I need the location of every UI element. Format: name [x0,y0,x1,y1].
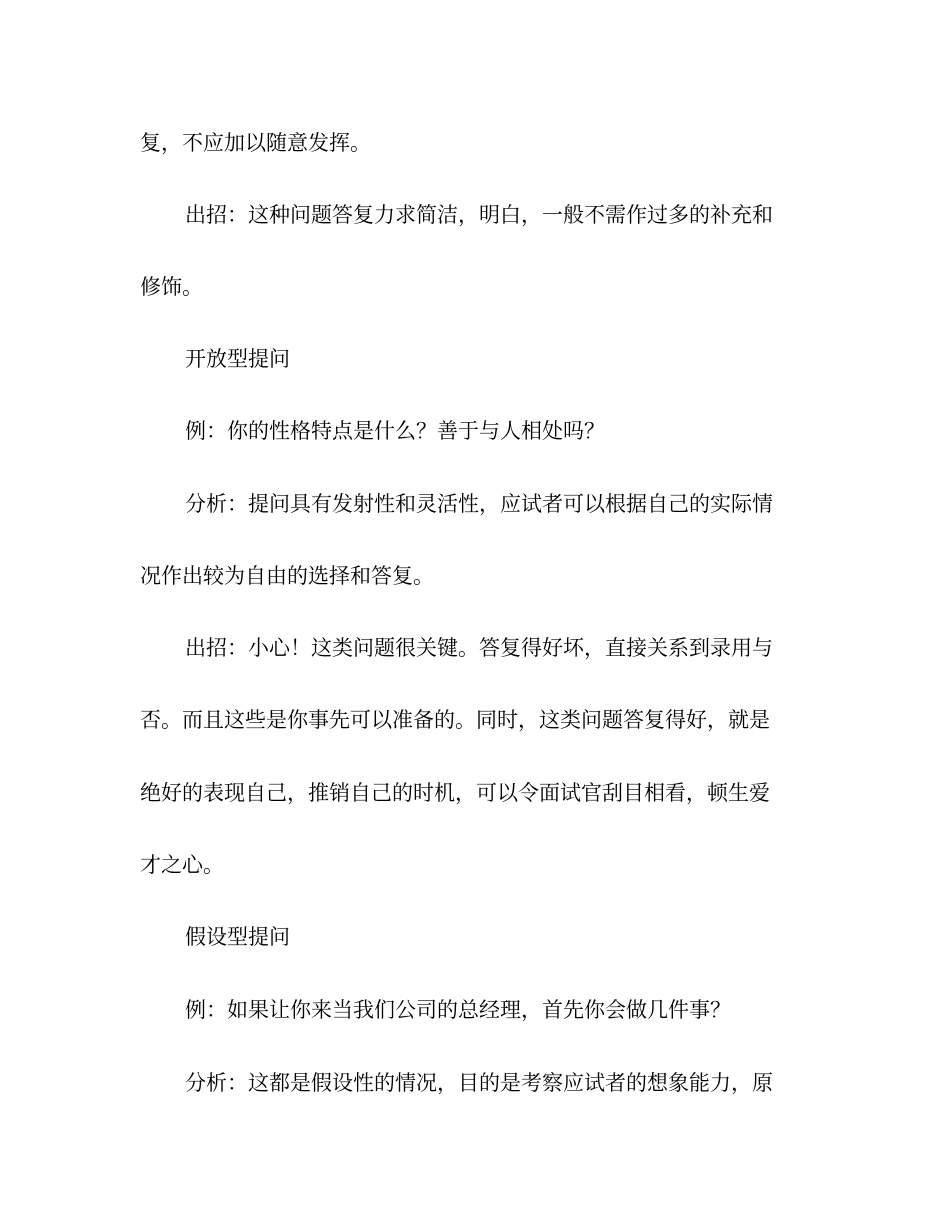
paragraph-tip-continuation: 修饰。 [140,275,203,299]
paragraph-example-line: 例：你的性格特点是什么？善于与人相处吗？ [185,419,605,443]
paragraph-tip-line: 出招：这种问题答复力求简洁，明白，一般不需作过多的补充和 [185,203,773,227]
paragraph-tip-continuation-3: 绝好的表现自己，推销自己的时机，可以令面试官刮目相看，顿生爱 [140,781,770,805]
section-heading-open-question: 开放型提问 [185,347,290,371]
paragraph-tip-line-2: 出招：小心！这类问题很关键。答复得好坏，直接关系到录用与 [185,636,773,660]
paragraph-analysis-continuation: 况作出较为自由的选择和答复。 [140,564,434,588]
paragraph-tip-continuation-2: 否。而且这些是你事先可以准备的。同时，这类问题答复得好，就是 [140,708,770,732]
paragraph-analysis-line: 分析：提问具有发射性和灵活性，应试者可以根据自己的实际情 [185,492,773,516]
paragraph-example-line-2: 例：如果让你来当我们公司的总经理，首先你会做几件事？ [185,998,731,1022]
paragraph-analysis-line-2: 分析：这都是假设性的情况，目的是考察应试者的想象能力，原 [185,1071,773,1095]
paragraph-continuation-line: 复，不应加以随意发挥。 [140,131,371,155]
paragraph-tip-continuation-4: 才之心。 [140,853,224,877]
section-heading-hypothetical-question: 假设型提问 [185,925,290,949]
